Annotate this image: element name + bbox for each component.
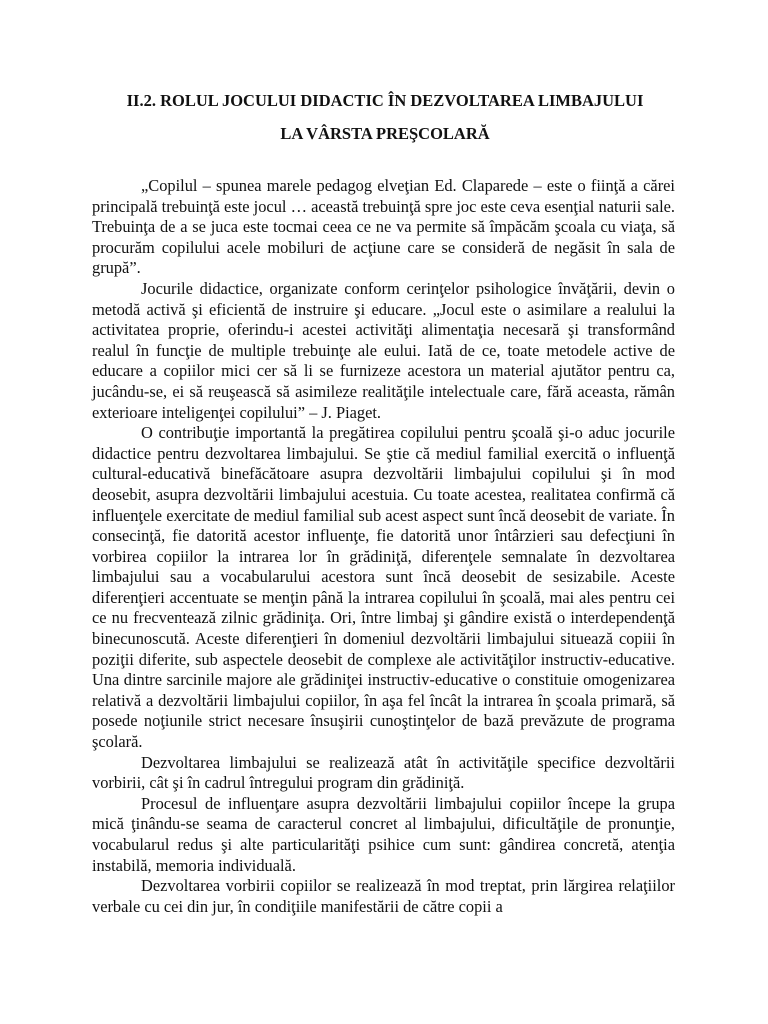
paragraph-influence-process: Procesul de influenţare asupra dezvoltării limbajului copiilor începe la grupa mică ţinându-se seama de caracterul concret al limbajului, dificultăţile de pronunţie, vocabularul redus şi alte particularităţi psihice cum sunt: gândirea concretă, atenţia instabilă, memoria individuală. [92,793,675,875]
paragraph-claparede-quote: „Copilul – spunea marele pedagog elveţian Ed. Claparede – este o fiinţă a cărei principală trebuinţă este jocul … această trebuinţă spre joc este ceva esenţial naturii sale. Trebuinţa de a se juca este tocmai ceea ce ne va permite să împăcăm şcoala cu viaţa, să procurăm copilului acele mobiluri de acţiune care se consideră de negăsit în sala de grupă”. [92,176,675,278]
paragraph-speech-development: Dezvoltarea vorbirii copiilor se realizează în mod treptat, prin lărgirea relaţiilor verbale cu cei din jur, în condiţiile manifestării de către copii a [92,876,675,916]
paragraph-school-preparation: O contribuţie importantă la pregătirea copilului pentru şcoală şi-o aduc jocurile didactice pentru dezvoltarea limbajului. Se ştie că mediul familial exercită o influenţă cultural-educativă binefăcătoare asupra dezvoltării limbajului copilului şi în mod deosebit, asupra dezvoltării limbajului acestuia. Cu toate acestea, realitatea confirmă că influenţele exercitate de mediul familial sub acest aspect sunt încă deosebit de variate. În consecinţă, fie datorită acestor influenţe, fie datorită unor întârzieri sau defecţiuni în vorbirea copiilor la intrarea lor în grădiniţă, diferenţele semnalate în dezvoltarea limbajului sau a vocabularului acestora sunt încă deosebit de sesizabile. Aceste diferenţieri accentuate se menţin până la intrarea copilului în şcoală, mai ales pentru cei ce nu frecventează zilnic grădiniţa. Ori, între limbaj şi gândire există o interdependenţă binecunoscută. Aceste diferenţieri în domeniul dezvoltării limbajului situează copiii în poziţii diferite, sub aspectele deosebit de complexe ale activităţilor instructiv-educative. Una dintre sarcinile majore ale grădiniţei instructiv-educative o constituie omogenizarea relativă a dezvoltării limbajului copiilor, în aşa fel încât la intrarea în şcoala primară, să posede noţiunile strict necesare însuşirii cunoştinţelor de bază prevăzute de programa şcolară. [92,423,675,752]
chapter-title-line-1: II.2. ROLUL JOCULUI DIDACTIC ÎN DEZVOLTAREA LIMBAJULUI [126,91,644,110]
body-text [92,176,675,917]
paragraph-didactic-games: Jocurile didactice, organizate conform cerinţelor psihologice învăţării, devin o metodă activă şi eficientă de instruire şi educare. „Jocul este o asimilare a realului la activitatea proprie, oferindu-i acestei activităţi alimentaţia necesară şi transformând realul în funcţie de multiple trebuinţe ale eului. Iată de ce, toate metodele active de educare a copiilor mici cer să li se furnizeze acestora un material ajutător pentru ca, jucându-se, ei să reuşească să asimileze realităţile intelectuale care, fără aceasta, rămân exterioare inteligenţei copilului” – J. Piaget. [92,278,675,422]
chapter-title-line-2: LA VÂRSTA PREŞCOLARĂ [280,124,490,143]
paragraph-language-development: Dezvoltarea limbajului se realizează atât în activităţile specifice dezvoltării vorbirii, cât şi în cadrul întregului program din grădiniţă. [92,752,675,793]
chapter-title [60,84,710,150]
